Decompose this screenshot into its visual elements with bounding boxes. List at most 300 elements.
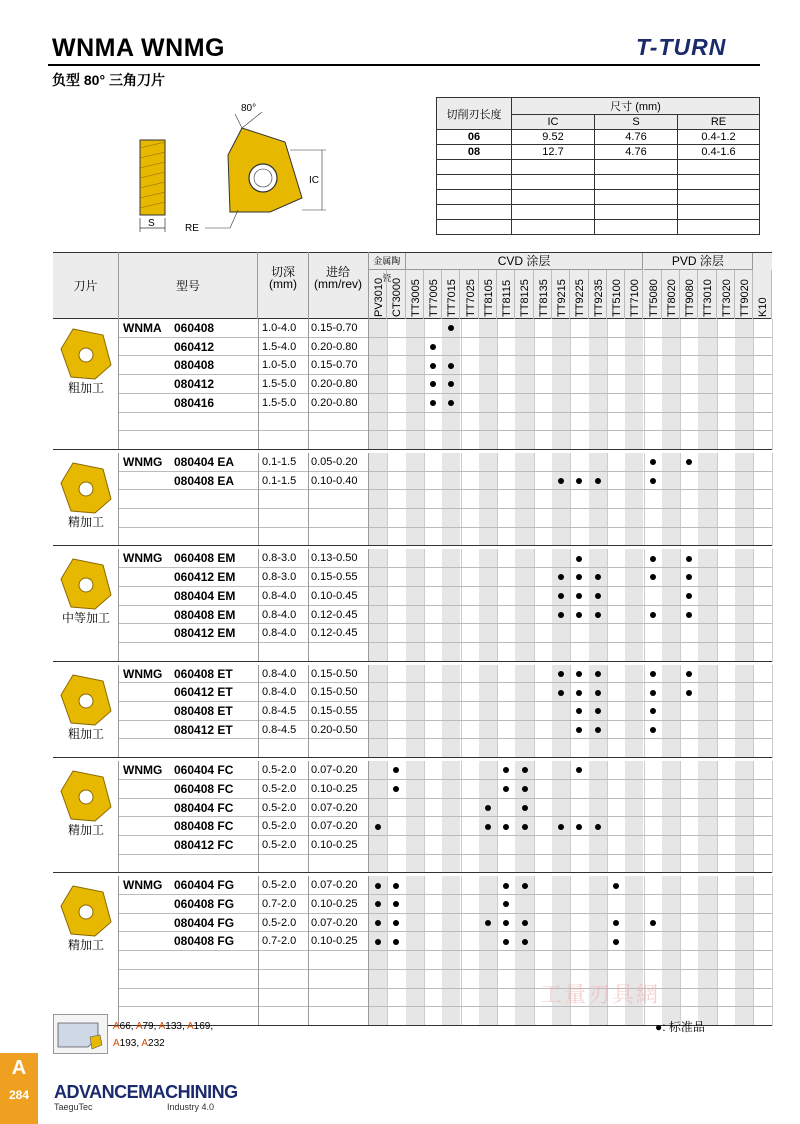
grade-header [387,270,405,319]
standard-dot [375,824,381,830]
col-sep [368,319,369,450]
standard-dot [522,786,528,792]
dim-row-empty [437,220,760,235]
standard-dot [522,939,528,945]
row-line [119,1006,772,1007]
grade-col-line [717,876,718,1026]
watermark: 工量刃具網 [540,982,661,1007]
col-sep [258,319,259,450]
grade-stripe [369,665,387,759]
dim-subheader: RE [678,115,760,130]
standard-dot [576,478,582,484]
model-code: 080412 ET [174,722,233,737]
ref-page: 169, [193,1021,214,1032]
grade-label: TT3010 [702,279,715,317]
cut-depth: 0.5-2.0 [262,838,297,851]
feed-rate: 0.07-0.20 [311,801,358,814]
feed-rate: 0.10-0.45 [311,589,358,602]
row-line [119,374,772,375]
cut-depth: 0.8-4.0 [262,608,297,621]
row-line [119,586,772,587]
grade-col-line [570,453,571,547]
grade-stripe [442,665,460,759]
standard-dot [576,690,582,696]
cut-depth: 0.8-4.5 [262,705,297,717]
ref-letter: A [113,1038,120,1049]
ref-page: 232 [148,1038,165,1049]
cut-depth: 0.5-2.0 [262,801,297,814]
grade-col-line [772,761,773,873]
grade-col-line [753,453,754,547]
cut-depth: 0.5-2.0 [262,782,297,795]
insert-image [53,671,119,731]
cut-depth: 1.0-5.0 [262,359,297,372]
standard-dot [650,690,656,696]
standard-dot [503,786,509,792]
standard-dot [503,883,509,889]
standard-dot [576,612,582,618]
standard-dot [430,363,436,369]
grade-header [406,270,424,319]
cut-depth: 0.5-2.0 [262,879,297,892]
insert-image [53,555,119,615]
model-code: 080408 EA [174,473,235,488]
row-line [119,894,772,895]
grade-stripe [698,453,716,547]
page-subtitle: 负型 80° 三角刀片 [52,72,165,88]
grade-stripe [479,453,497,547]
standard-dot [485,805,491,811]
standard-dot [686,556,692,562]
feed-rate: 0.20-0.80 [311,378,358,391]
standard-dot [650,574,656,580]
grade-label: TT8020 [665,279,678,317]
grade-label: TT9235 [592,279,605,317]
header-insert: 刀片 [53,252,119,319]
feed-rate: 0.15-0.70 [311,359,358,372]
standard-dot [650,612,656,618]
col-sep [368,761,369,873]
dim-ic: 12.7 [512,145,595,160]
insert-image [53,767,119,827]
feed-rate: 0.10-0.25 [311,782,358,795]
grade-header [625,270,643,319]
feed-rate: 0.15-0.70 [311,322,358,334]
model-code: 080404 EM [174,588,236,603]
grade-col-line [424,665,425,759]
page-tab [0,1053,38,1124]
standard-dot [686,459,692,465]
angle-label: 80° [241,103,257,114]
standard-dot [522,883,528,889]
grade-header [680,270,698,319]
standard-dot [393,786,399,792]
grade-col-line [680,876,681,1026]
row-line [119,489,772,490]
grade-header [644,270,662,319]
ref-page: 79, [142,1021,159,1032]
group-cermet: 金属陶瓷 [369,253,406,270]
grade-col-line [570,665,571,759]
grade-header [552,270,570,319]
ref-letter: A [135,1021,143,1032]
grade-stripe [406,665,424,759]
cut-depth: 0.1-1.5 [262,474,297,487]
grade-col-line [461,876,462,1026]
insert-operation-label: 中等加工 [61,611,110,626]
cut-depth: 0.8-4.0 [262,686,297,699]
row-line [119,988,772,989]
insert-cell [53,319,119,450]
grade-header [442,270,460,319]
standard-dot [393,883,399,889]
dim-s: 4.76 [595,145,678,160]
grade-col-line [753,665,754,759]
ic-label: IC [309,175,319,186]
ref-letter: A [158,1021,166,1032]
section-divider [53,449,772,450]
model-code: 080412 EM [174,626,236,641]
standard-dot [576,727,582,733]
grade-col-line [424,453,425,547]
row-line [119,471,772,472]
model-prefix: WNMG [123,551,163,566]
header-sep [308,252,309,319]
grade-stripe [698,876,716,1026]
standard-dot [650,671,656,677]
standard-dot [393,939,399,945]
grade-col-line [461,453,462,547]
standard-dot [686,612,692,618]
col-sep [258,665,259,759]
model-code: 060408 FC [174,781,234,796]
section-divider [53,757,772,758]
standard-dot [595,612,601,618]
standard-dot [686,574,692,580]
grade-label: TT9020 [739,279,751,317]
standard-dot [650,478,656,484]
insert-diagram [130,100,340,240]
grade-header [753,270,771,319]
standard-dot [595,593,601,599]
grade-label: TT7025 [464,279,477,317]
model-code: 060404 FC [174,763,234,778]
standard-dot [503,920,509,926]
dim-header-edge: 切削刃长度 [437,98,512,130]
grade-stripe [735,453,753,547]
col-sep [308,549,309,661]
grade-col-line [772,665,773,759]
dim-subheader: S [595,115,678,130]
section-divider [53,661,772,662]
brand-footer-sub [54,1102,214,1112]
page-letter: A [11,1057,27,1079]
model-code: 080408 EM [174,607,236,622]
insert-cell [53,876,119,1026]
ref-letter: A [187,1021,194,1032]
grade-header [515,270,533,319]
insert-image [53,459,119,519]
grade-label: TT8125 [519,279,532,317]
grade-label: TT7005 [427,279,440,317]
standard-dot [558,612,564,618]
dim-edge: 06 [437,130,512,145]
cut-depth: 0.5-2.0 [262,916,297,929]
insert-cell [53,761,119,873]
row-line [119,798,772,799]
col-sep [258,549,259,661]
standard-dot [576,824,582,830]
standard-dot [650,556,656,562]
standard-dot [613,920,619,926]
grade-stripe [698,665,716,759]
grade-header [717,270,735,319]
grade-col-line [772,453,773,547]
grade-label: PV3010 [373,277,385,317]
re-label: RE [185,223,199,234]
grade-stripe [662,876,680,1026]
grade-label: TT9080 [684,279,697,317]
cut-depth: 0.8-4.0 [262,627,297,640]
row-line [119,738,772,739]
col-sep [368,665,369,759]
feed-rate: 0.10-0.25 [311,935,358,948]
standard-dot [375,883,381,889]
grade-header [424,270,442,319]
row-line [119,682,772,683]
insert-operation-label: 精加工 [67,823,104,838]
grade-header [497,270,515,319]
cut-depth: 0.5-2.0 [262,764,297,777]
model-code: 080412 FC [174,837,234,852]
grade-label: TT8115 [501,279,514,317]
row-line [119,508,772,509]
feed-rate: 0.05-0.20 [311,455,358,468]
dim-row-empty [437,175,760,190]
standard-dot [522,824,528,830]
insert-image [53,325,119,385]
model-code: 060404 FG [174,878,235,893]
logo-text: T-TURN [636,34,727,60]
standard-dot [613,883,619,889]
insert-image [53,882,119,942]
grade-stripe [589,453,607,547]
insert-operation-label: 精加工 [67,514,104,529]
row-line [119,969,772,970]
grade-header [570,270,588,319]
feed-rate: 0.15-0.55 [311,705,358,717]
grade-header [534,270,552,319]
model-code: 060412 ET [174,685,233,700]
grade-stripe [479,665,497,759]
model-code: 080408 ET [174,704,233,718]
feed-rate: 0.20-0.80 [311,396,358,409]
model-code: 060408 [174,321,215,335]
grade-col-line [461,665,462,759]
row-line [119,854,772,855]
grade-col-line [497,876,498,1026]
grade-label: TT9225 [574,279,587,317]
grade-col-line [644,453,645,547]
feed-rate: 0.12-0.45 [311,608,358,621]
grade-col-line [680,453,681,547]
row-line [119,950,772,951]
grade-stripe [662,453,680,547]
grade-label: CT3000 [391,277,404,317]
grade-stripe [515,876,533,1026]
s-label: S [148,218,155,229]
row-line [119,527,772,528]
ref-page: 66, [119,1021,136,1032]
insert-cell [53,665,119,759]
col-sep [258,876,259,1026]
standard-dot [650,920,656,926]
grade-header [735,270,753,319]
standard-dot [686,690,692,696]
cut-depth: 0.8-4.0 [262,667,297,680]
grade-col-line [772,319,773,450]
standard-dot [503,767,509,773]
cut-depth: 1.0-4.0 [262,322,297,334]
model-code: 080412 [174,377,215,392]
grade-col-line [644,665,645,759]
cut-depth: 0.8-3.0 [262,571,297,584]
standard-dot [375,939,381,945]
grade-label: TT5100 [610,279,623,317]
col-sep [308,876,309,1026]
model-code: 080404 FC [174,800,234,815]
row-line [119,913,772,914]
grade-stripe [662,665,680,759]
feed-rate: 0.20-0.80 [311,340,358,353]
grade-stripe [625,665,643,759]
dimensions-table [436,97,760,235]
standard-dot [613,939,619,945]
standard-dot [503,939,509,945]
model-prefix: WNMG [123,666,163,681]
model-code: 060408 ET [174,666,233,681]
grade-col-line [387,876,388,1026]
standard-dot [393,767,399,773]
model-prefix: WNMG [123,454,163,469]
ref-letter: A [141,1038,149,1049]
feed-rate: 0.15-0.50 [311,686,358,699]
grade-stripe [552,665,570,759]
grade-label: TT3020 [720,279,733,317]
standard-dot [595,727,601,733]
model-code: 060408 FG [174,897,235,911]
standard-dot [686,671,692,677]
standard-dot [503,901,509,907]
grade-col-line [717,665,718,759]
feed-rate: 0.15-0.50 [311,667,358,680]
header-depth: 切深 (mm) [269,265,297,291]
standard-dot [393,920,399,926]
dim-re: 0.4-1.6 [678,145,760,160]
dim-ic: 9.52 [512,130,595,145]
standard-dot [650,727,656,733]
cut-depth: 0.1-1.5 [262,455,297,468]
grade-label: TT7015 [446,279,459,317]
grade-stripe [515,665,533,759]
dim-row-empty [437,205,760,220]
grade-label: K10 [757,297,770,317]
row-line [119,623,772,624]
model-code: 080408 FC [174,819,234,834]
brand-sub-left: TaeguTec [54,1102,93,1112]
row-line [119,931,772,932]
standard-dot [576,708,582,714]
standard-dot [576,593,582,599]
col-sep [258,761,259,873]
grade-header [479,270,497,319]
insert-operation-label: 粗加工 [67,726,104,741]
standard-dot [503,824,509,830]
grade-stripe [515,453,533,547]
grade-header [369,270,387,319]
standard-dot [576,574,582,580]
model-code: 080408 FG [174,934,235,949]
dim-subheader: IC [512,115,595,130]
col-sep [258,453,259,547]
group-pvd: PVD 涂层 [644,253,754,270]
cut-depth: 0.8-3.0 [262,552,297,565]
group-cvd: CVD 涂层 [406,253,644,270]
dim-edge: 08 [437,145,512,160]
standard-dot [522,805,528,811]
grade-col-line [534,876,535,1026]
col-sep [308,453,309,547]
grade-label: TT9215 [556,279,568,317]
ref-page: 193, [119,1038,142,1049]
header-divider [48,64,760,66]
dim-row-empty [437,190,760,205]
row-line [119,720,772,721]
cut-depth: 0.8-4.5 [262,723,297,736]
standard-dot [430,400,436,406]
section-divider [53,545,772,546]
grade-table [53,252,772,1029]
grade-header [461,270,479,319]
col-sep [308,761,309,873]
grade-header [662,270,680,319]
grade-label: TT8135 [537,279,550,317]
grade-col-line [534,665,535,759]
row-line [119,605,772,606]
dim-row-empty [437,160,760,175]
grade-col-line [497,665,498,759]
tool-holder-icon [53,1014,108,1054]
grade-stripe [442,876,460,1026]
grade-label: TT3005 [409,279,422,317]
cut-depth: 1.5-5.0 [262,378,297,391]
insert-cell [53,453,119,547]
standard-dot [558,824,564,830]
grade-col-line [387,665,388,759]
feed-rate: 0.10-0.25 [311,838,358,851]
standard-dot [522,920,528,926]
insert-cell [53,549,119,661]
ref-page: 133, [165,1021,187,1032]
col-sep [368,876,369,1026]
cut-depth: 1.5-4.0 [262,340,297,353]
model-code: 060412 [174,339,215,354]
grade-stripe [479,876,497,1026]
row-line [119,393,772,394]
standard-dot [595,824,601,830]
insert-operation-label: 粗加工 [67,381,104,395]
feed-rate: 0.07-0.20 [311,916,358,929]
